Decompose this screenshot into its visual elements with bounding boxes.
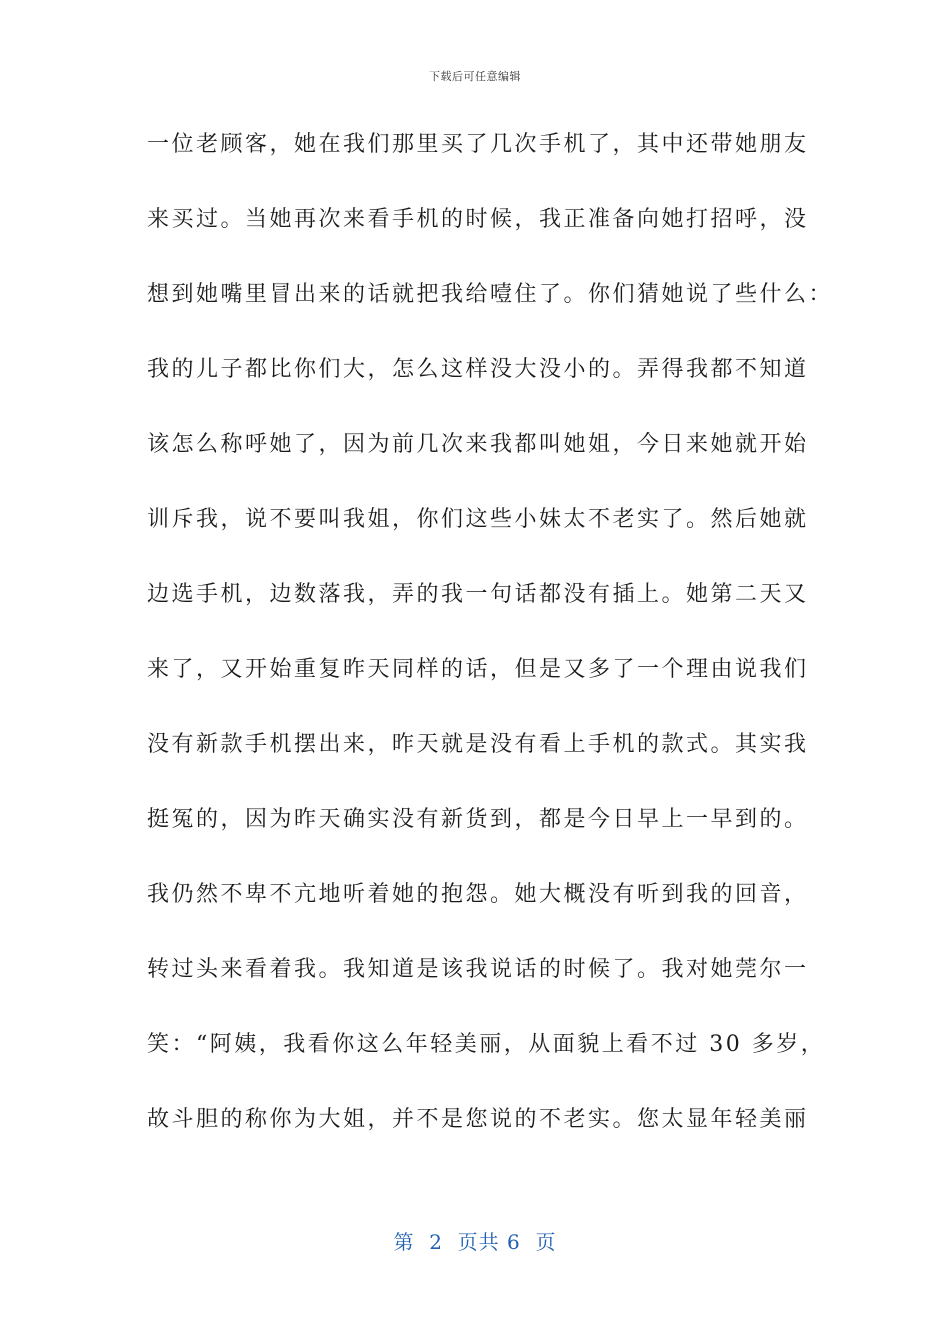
body-line: 来了，又开始重复昨天同样的话，但是又多了一个理由说我们 [147,657,809,682]
page-header: 下载后可任意编辑 [429,70,521,83]
body-line: 该怎么称呼她了，因为前几次来我都叫她姐，今日来她就开始 [147,432,809,457]
body-line: 笑：“阿姨，我看你这么年轻美丽，从面貌上看不过 30 多岁， [147,1032,826,1057]
body-line: 边选手机，边数落我，弄的我一句话都没有插上。她第二天又 [147,582,809,607]
body-line: 来买过。当她再次来看手机的时候，我正准备向她打招呼，没 [147,207,809,232]
page-footer: 第 2 页共 6 页 [393,1230,557,1254]
body-line: 故斗胆的称你为大姐，并不是您说的不老实。您太显年轻美丽 [147,1107,809,1132]
body-line: 挺冤的，因为昨天确实没有新货到，都是今日早上一早到的。 [147,807,809,832]
body-line: 一位老顾客，她在我们那里买了几次手机了，其中还带她朋友 [147,132,809,157]
body-line: 我的儿子都比你们大，怎么这样没大没小的。弄得我都不知道 [147,357,809,382]
document-body [147,124,834,1174]
body-line: 想到她嘴里冒出来的话就把我给噎住了。你们猜她说了些什么： [147,282,834,307]
body-line: 训斥我，说不要叫我姐，你们这些小妹太不老实了。然后她就 [147,507,809,532]
body-line: 没有新款手机摆出来，昨天就是没有看上手机的款式。其实我 [147,732,809,757]
body-line: 我仍然不卑不亢地听着她的抱怨。她大概没有听到我的回音， [147,882,809,907]
body-line: 转过头来看着我。我知道是该我说话的时候了。我对她莞尔一 [147,957,809,982]
